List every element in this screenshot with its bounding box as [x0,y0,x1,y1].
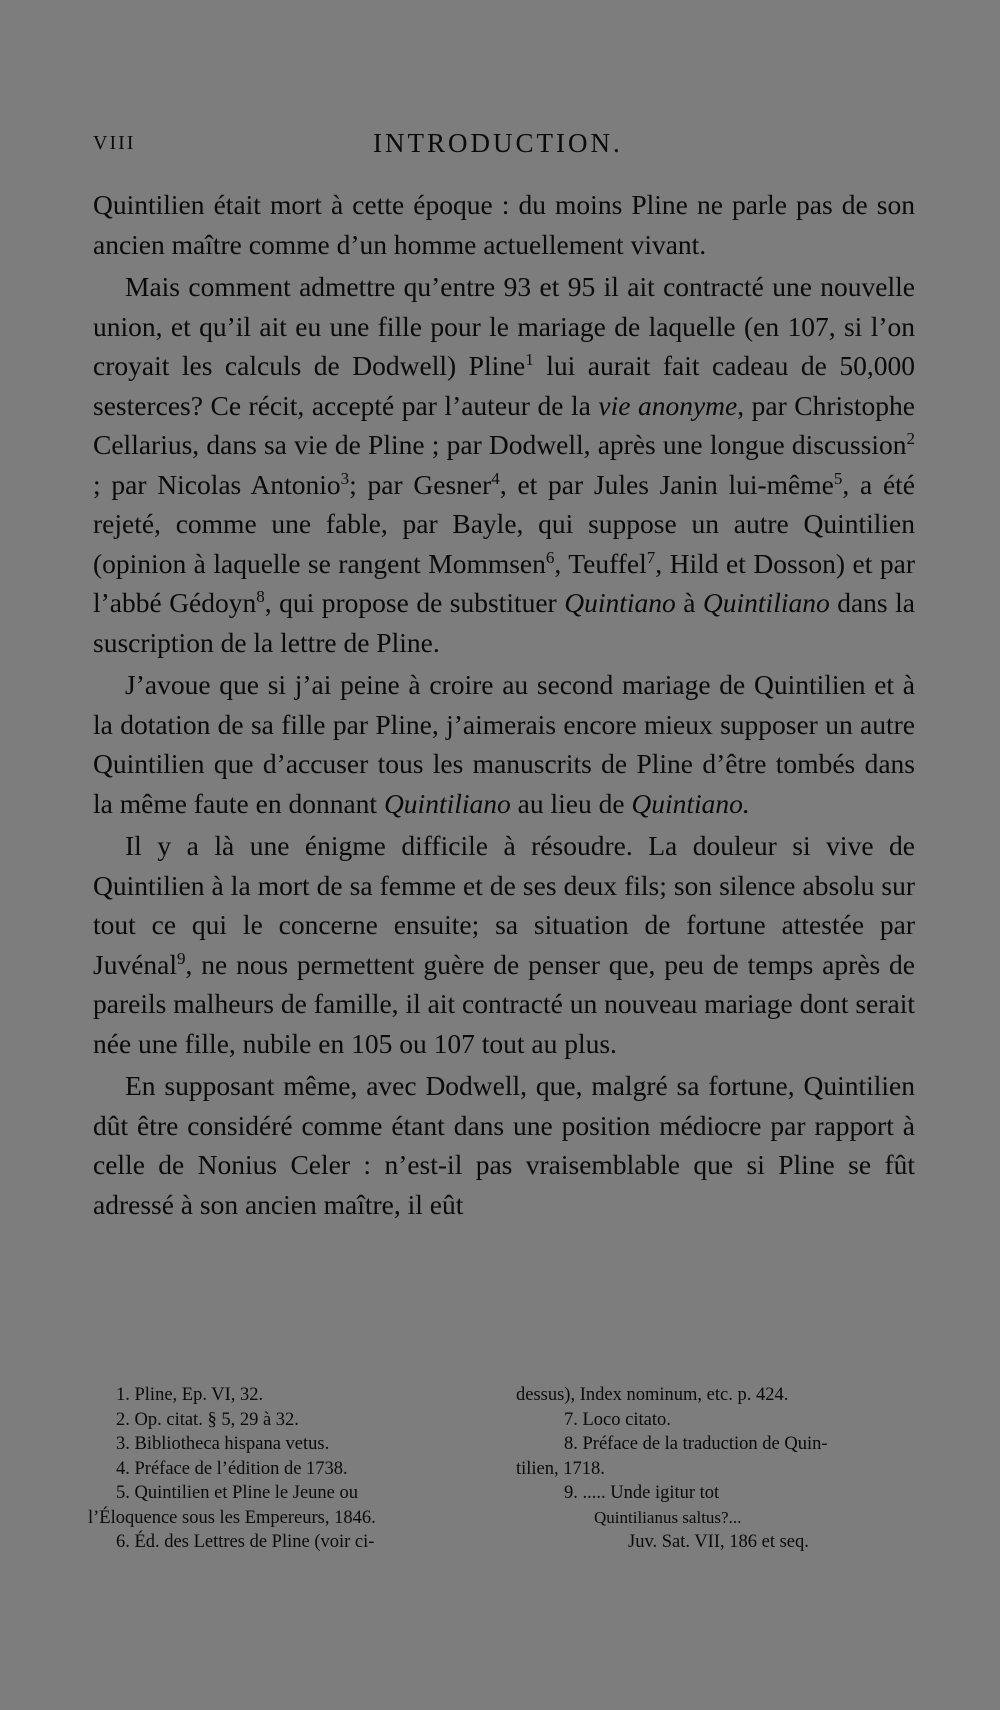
footnote-line: 1. Pline, Ep. VI, 32. [116,1385,264,1405]
text-span: , a été rejeté, comme une fable, par Bayle, qui suppose un autre Quintilien (opinion à laquelle se rangent Mommsen [93,468,915,579]
body-text [93,185,915,1227]
paragraph [93,185,915,264]
italic-text: Quintiano. [631,787,750,819]
text-span: lui aurait fait cadeau de 50,000 sesterces? Ce récit, accepté par l’auteur de la [93,350,915,421]
text-span: Quintilien était mort à cette époque : du moins Pline ne parle pas de son ancien maître comme d’un homme actuellement vivant. [93,189,915,260]
text-span: , et par Jules Janin lui-même [499,468,834,500]
footnote-ref: 5 [833,468,843,488]
italic-text: Quintiliano [383,787,511,819]
italic-text: Quintiano [564,587,676,618]
paragraph [93,826,915,1063]
text-span: , par Christophe Cellarius, dans sa vie de Pline ; par Dodwell, après une longue discussion [93,389,915,460]
footnotes-right-column [516,1383,918,1555]
footnote-line: 9. ..... Unde igitur tot [564,1483,720,1503]
text-span: Il y a là une énigme difficile à résoudre. La douleur si vive de Quintilien à la mort de sa femme et de ses deux fils; son silence absolu sur tout ce qui le concerne ensuite; sa situation de fortune attestée par Juvénal [93,830,915,980]
text-span: , qui propose de substituer [264,587,565,618]
text-span: ; par Nicolas Antonio [93,468,341,500]
footnote-ref: 2 [906,428,915,448]
text-span: , Teuffel [554,547,647,579]
page-header [93,128,913,168]
footnote-line: 8. Préface de la traduction de Quin- [564,1434,828,1454]
text-span: dans la suscription de la lettre de Pline. [93,587,915,658]
footnote-line: Quintilianus saltus?... [594,1507,742,1527]
text-span: ; par Gesner [349,468,492,500]
footnote-line: Juv. Sat. VII, 186 et seq. [628,1532,809,1552]
footnote-ref: 7 [646,547,656,567]
paragraph [93,1066,915,1224]
italic-text: Quintiliano [702,587,830,618]
text-span: à [675,587,703,618]
footnote-line: 7. Loco citato. [564,1409,671,1430]
footnote-ref: 6 [545,547,555,567]
paragraph [93,665,915,823]
footnote-ref: 1 [525,349,534,369]
text-span: J’avoue que si j’ai peine à croire au second mariage de Quintilien et à la dotation de sa fille par Pline, j’aimerais encore mieux supposer un autre Quintilien que d’accuser tous les manuscrits de Pline d’être tombés dans la même faute en donnant [93,669,915,819]
text-span: Mais comment admettre qu’entre 93 et 95 il ait contracté une nouvelle union, et qu’il ait eu une fille pour le mariage de laquelle (en 107, si l’on croyait les calculs de Dodwell) Pline [93,271,915,381]
text-span: , Hild et Dosson) et par l’abbé Gédoyn [93,547,915,618]
footnote-ref: 9 [177,948,186,968]
footnote-line: 5. Quintilien et Pline le Jeune ou [116,1483,358,1503]
footnote-line: 4. Préface de l’édition de 1738. [116,1458,348,1479]
paragraph [93,267,915,662]
page-number: VIII [93,132,136,154]
text-span: En supposant même, avec Dodwell, que, malgré sa fortune, Quintilien dût être considéré comme étant dans une position médiocre par rapport à celle de Nonius Celer : n’est-il pas vraisemblable que si Pline se fût adressé à son ancien maître, il eût [93,1070,915,1220]
footnotes [88,1383,918,1555]
footnotes-left-column [88,1383,490,1555]
footnote-line: tilien, 1718. [516,1458,605,1479]
footnote-ref: 4 [491,468,500,488]
text-span: , ne nous permettent guère de penser que, peu de temps après de pareils malheurs de famille, il ait contracté un nouveau mariage dont serait née une fille, nubile en 105 ou 107 tout au plus. [93,948,915,1059]
footnote-line: 2. Op. citat. § 5, 29 à 32. [116,1409,299,1430]
footnote-line: dessus), Index nominum, etc. p. 424. [516,1385,789,1405]
running-title: INTRODUCTION. [373,128,623,158]
footnote-line: 6. Éd. des Lettres de Pline (voir ci- [116,1532,375,1552]
footnote-line: 3. Bibliotheca hispana vetus. [116,1434,330,1454]
italic-text: vie anonyme [598,389,738,421]
text-span: au lieu de [510,787,632,819]
footnote-line: l’Éloquence sous les Empereurs, 1846. [88,1507,376,1528]
footnote-ref: 8 [256,586,265,606]
footnote-ref: 3 [340,468,350,488]
